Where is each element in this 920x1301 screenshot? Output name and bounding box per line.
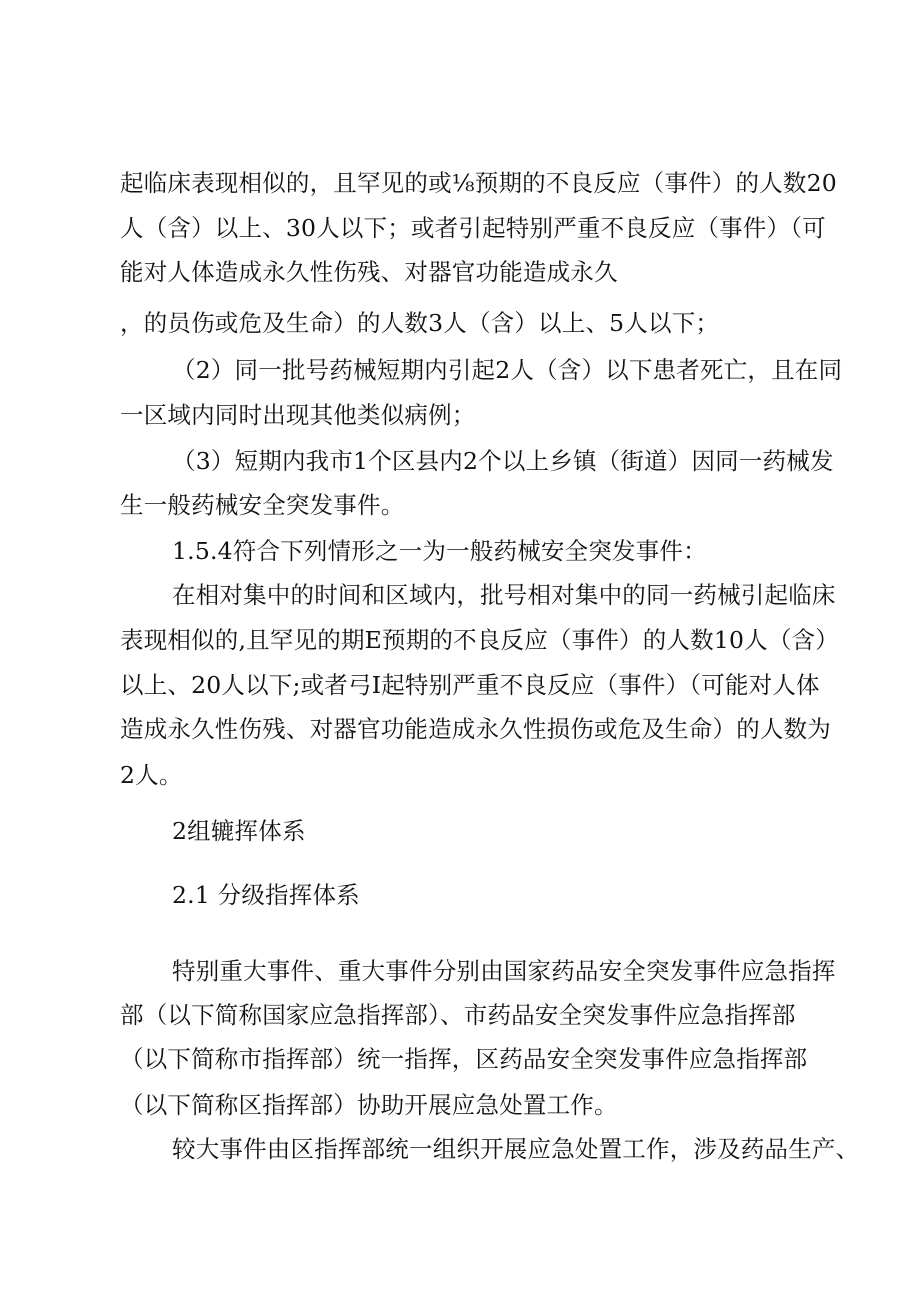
subsection-heading: 2.1 分级指挥体系 (172, 881, 360, 909)
text-line: 起临床表现相似的，且罕见的或⅛预期的不良反应（事件）的人数20 (120, 169, 837, 197)
text-line: （以下简称区指挥部）协助开展应急处置工作。 (120, 1091, 618, 1119)
text-line: 2人。 (120, 761, 183, 789)
text-line: 特别重大事件、重大事件分别由国家药品安全突发事件应急指挥 (172, 957, 836, 985)
text-line: 表现相似的,且罕见的期E预期的不良反应（事件）的人数10人（含） (120, 626, 839, 654)
text-line: （3）短期内我市1个区县内2个以上乡镇（街道）因同一药械发 (172, 447, 834, 475)
text-line: 造成永久性伤残、对器官功能造成永久性损伤或危及生命）的人数为 (120, 715, 831, 743)
text-line: （以下简称市指挥部）统一指挥，区药品安全突发事件应急指挥部 (120, 1045, 808, 1073)
text-line: ，的员伤或危及生命）的人数3人（含）以上、5人以下； (120, 309, 720, 337)
text-line: 人（含）以上、30人以下；或者引起特别严重不良反应（事件）（可 (120, 214, 826, 242)
section-heading: 2组辘挥体系 (172, 817, 306, 845)
text-line: 一区域内同时出现其他类似病例； (120, 401, 476, 429)
text-line: 以上、20人以下;或者弓I起特别严重不良反应（事件）（可能对人体 (120, 671, 820, 699)
text-line: 能对人体造成永久性伤残、对器官功能造成永久 (120, 258, 618, 286)
text-line: （2）同一批号药械短期内引起2人（含）以下患者死亡，且在同 (172, 356, 843, 384)
text-line: 部（以下简称国家应急指挥部）、市药品安全突发事件应急指挥部 (120, 1001, 796, 1029)
text-line: 较大事件由区指挥部统一组织开展应急处置工作，涉及药品生产、 (172, 1135, 860, 1163)
text-line: 生一般药械安全突发事件。 (120, 491, 405, 519)
text-line: 1.5.4符合下列情形之一为一般药械安全突发事件： (172, 537, 707, 565)
text-line: 在相对集中的时间和区域内，批号相对集中的同一药械引起临床 (172, 581, 836, 609)
